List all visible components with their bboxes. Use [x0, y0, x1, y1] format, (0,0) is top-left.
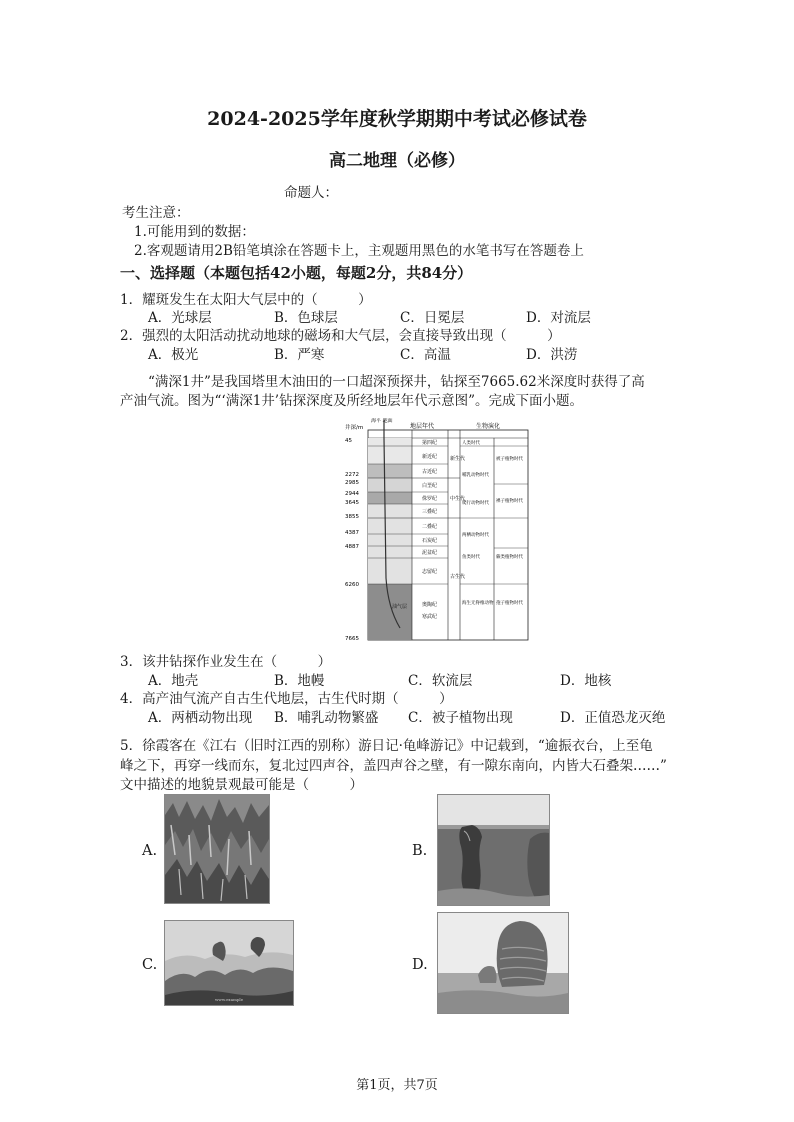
animal-stage: 哺乳动物时代	[462, 473, 489, 478]
notice-item-2: 2.客观题请用2B铅笔填涂在答题卡上，主观题用黑色的水笔书写在答题卷上	[134, 243, 584, 259]
q5-photo-c	[164, 920, 294, 1006]
layer-shade-4	[368, 492, 412, 504]
depth-label: 2272	[345, 472, 359, 478]
q5-photo-b	[437, 794, 550, 906]
q1-option-a: A．光球层	[148, 310, 212, 326]
depth-label: 2944	[345, 491, 359, 497]
plant-stage: 孢子植物时代	[496, 601, 523, 606]
stratum-label: 第四纪	[422, 440, 438, 446]
animal-stage: 爬行动物时代	[462, 501, 489, 506]
yardang-photo	[438, 913, 568, 1013]
era-label: 古生代	[450, 574, 466, 580]
depth-label: 4387	[345, 530, 359, 536]
era-label: 中生代	[450, 496, 466, 502]
layer-shade-5	[368, 504, 412, 584]
layer-shade-6	[368, 584, 412, 640]
question-2-stem: 2．强烈的太阳活动扰动地球的磁场和大气层，会直接导致出现（ ）	[120, 328, 561, 344]
depth-label: 2985	[345, 480, 359, 486]
layer-shade-1	[368, 438, 412, 464]
q1-option-c: C．日冕层	[400, 310, 465, 326]
stratum-label: 寒武纪	[422, 614, 438, 620]
q3-option-a: A．地壳	[148, 673, 199, 689]
animal-stage: 两栖动物时代	[462, 533, 489, 538]
page-footer: 第1页，共7页	[356, 1078, 438, 1093]
notice-heading: 考生注意：	[122, 205, 190, 221]
header-depth: 井深/m	[345, 425, 364, 431]
q5-label-c: C.	[142, 957, 158, 973]
q2-option-d: D．洪涝	[526, 347, 578, 363]
q3-option-b: B．地幔	[274, 673, 325, 689]
author-label: 命题人：	[284, 185, 338, 201]
q5-label-b: B.	[412, 843, 428, 859]
stratum-label: 古近纪	[422, 469, 438, 475]
exam-subtitle: 高二地理（必修）	[329, 151, 465, 171]
q3-option-c: C．软流层	[408, 673, 473, 689]
q2-option-b: B．严寒	[274, 347, 325, 363]
passage-line-1: “满深1井”是我国塔里木油田的一口超深预探井，钻探至7665.62米深度时获得了高	[148, 374, 645, 390]
depth-label: 6260	[345, 582, 359, 588]
plant-stage: 被子植物时代	[496, 457, 523, 462]
question-4-stem: 4．高产油气流产自古生代地层，古生代时期（ ）	[120, 691, 453, 707]
stratum-label: 三叠纪	[422, 509, 438, 515]
q4-option-a: A．两栖动物出现	[148, 710, 253, 726]
stratum-label: 泥盆纪	[422, 550, 438, 556]
header-well: 海平 地面	[371, 418, 393, 424]
stratum-label: 新近纪	[422, 454, 438, 460]
svg-text:www.example: www.example	[215, 997, 244, 1002]
header-strata: 地层年代	[410, 423, 435, 430]
question-1-stem: 1．耀斑发生在太阳大气层中的（ ）	[120, 292, 372, 308]
karst-forest-photo	[165, 795, 269, 903]
q2-option-c: C．高温	[400, 347, 451, 363]
depth-label: 45	[345, 438, 352, 444]
section-heading: 一、选择题（本题包括42小题，每题2分，共84分）	[120, 264, 473, 282]
q2-option-a: A．极光	[148, 347, 199, 363]
depth-label: 3645	[345, 500, 359, 506]
question-5-line-1: 5．徐霞客在《江右（旧时江西的别称）游日记·龟峰游记》中记载到，“逾振衣台，上至龟	[120, 738, 653, 754]
q4-option-d: D．正值恐龙灭绝	[560, 710, 666, 726]
animal-stage: 鱼类时代	[462, 555, 480, 560]
stratum-label: 二叠纪	[422, 524, 438, 530]
q5-photo-a	[164, 794, 270, 904]
exam-title: 2024-2025学年度秋学期期中考试必修试卷	[207, 108, 587, 130]
q3-option-d: D．地核	[560, 673, 612, 689]
stratum-label: 志留纪	[422, 569, 438, 575]
stratum-label: 侏罗纪	[422, 496, 438, 502]
depth-label: 3855	[345, 514, 359, 520]
animal-stage: 海生无脊椎动物	[462, 601, 494, 606]
animal-stage: 人类时代	[462, 441, 480, 446]
depth-label: 7665	[345, 636, 359, 642]
layer-shade-3	[368, 478, 412, 492]
well-strata-figure	[344, 418, 534, 644]
stratum-label: 奥陶纪	[422, 602, 438, 608]
plant-stage: 裸子植物时代	[496, 499, 523, 504]
stratum-label: 白垩纪	[422, 483, 438, 489]
layer-shade-2	[368, 464, 412, 478]
depth-label: 4887	[345, 544, 359, 550]
question-3-stem: 3．该井钻探作业发生在（ ）	[120, 654, 332, 670]
well-label: 油气层	[392, 604, 408, 610]
q4-option-b: B．哺乳动物繁盛	[274, 710, 379, 726]
q4-option-c: C．被子植物出现	[408, 710, 513, 726]
era-label: 新生代	[450, 456, 466, 462]
stratum-label: 石炭纪	[422, 538, 438, 544]
q1-option-d: D．对流层	[526, 310, 591, 326]
sea-stack-photo	[438, 795, 549, 905]
danxia-peaks-photo	[165, 921, 293, 1005]
plant-stage: 蕨类植物时代	[496, 555, 523, 560]
q1-option-b: B．色球层	[274, 310, 338, 326]
q5-label-a: A.	[142, 843, 158, 859]
q5-label-d: D.	[412, 957, 428, 973]
q5-photo-d	[437, 912, 569, 1014]
notice-item-1: 1.可能用到的数据：	[134, 224, 255, 240]
passage-line-2: 产油气流。图为“‘满深1井’钻探深度及所经地层年代示意图”。完成下面小题。	[120, 393, 583, 409]
header-bio: 生物演化	[476, 423, 501, 430]
question-5-line-3: 文中描述的地貌景观最可能是（ ）	[120, 777, 363, 793]
question-5-line-2: 峰之下，再穿一线而东，复北过四声谷，盖四声谷之壁，有一隙东南向，内皆大石叠架……”	[120, 758, 667, 774]
